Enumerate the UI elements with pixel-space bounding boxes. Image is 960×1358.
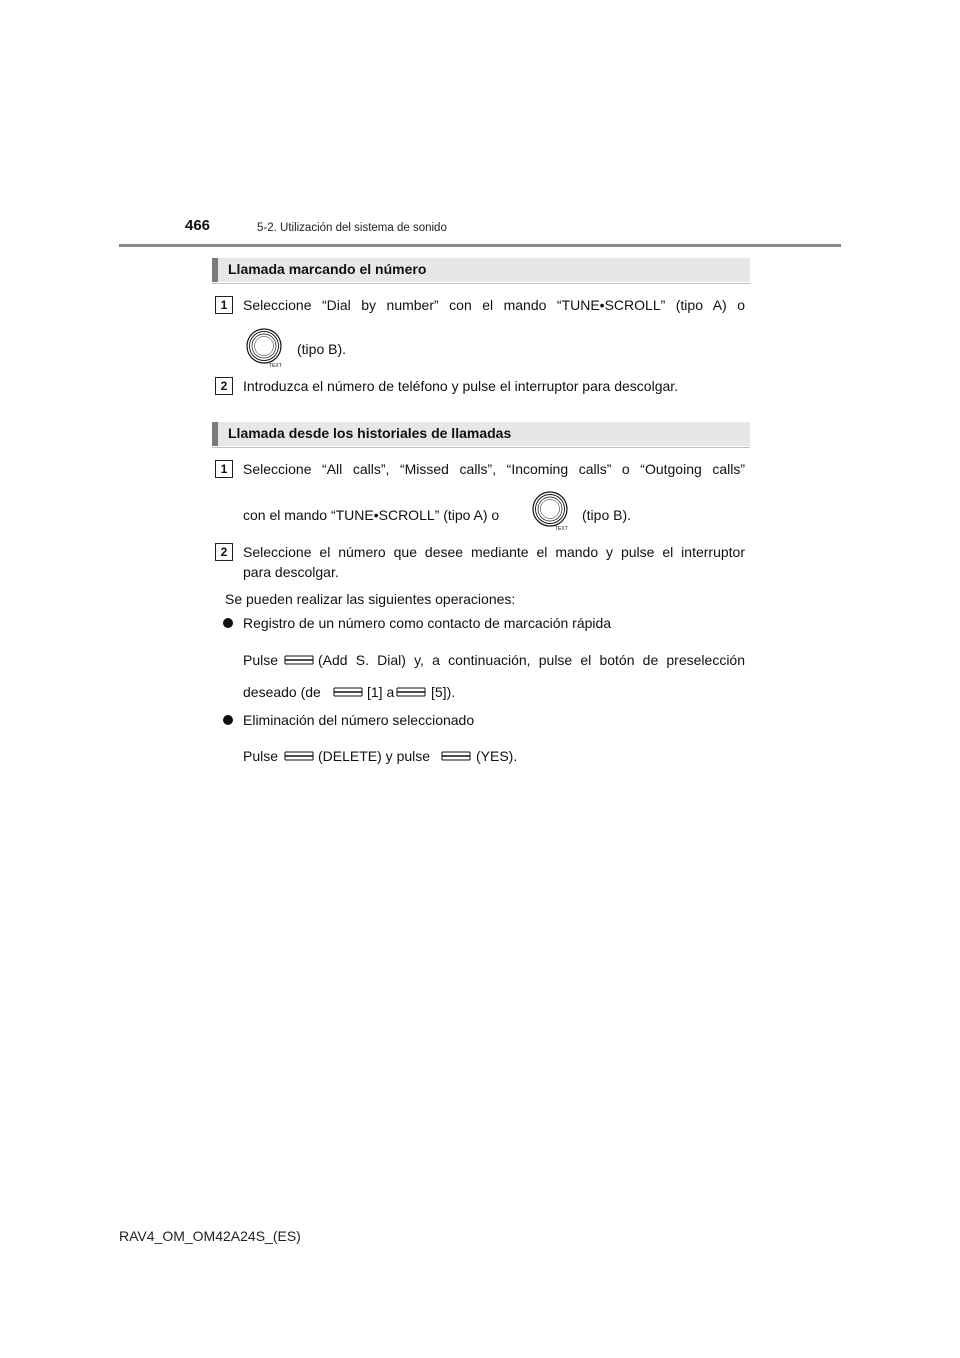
step-badge: 2 — [215, 377, 233, 395]
step-badge: 1 — [215, 296, 233, 314]
step-text: Introduzca el número de teléfono y pulse el interruptor para descolgar. — [243, 378, 679, 394]
step-badge: 1 — [215, 460, 233, 478]
preset-button-icon — [333, 686, 363, 698]
page-number: 466 — [185, 217, 211, 234]
tune-dial-icon — [245, 327, 285, 367]
operation-text: Pulse — [243, 652, 279, 668]
bullet-icon — [223, 618, 233, 628]
operation-title: Eliminación del número seleccionado — [243, 712, 475, 728]
section-heading-label: Llamada desde los historiales de llamadas — [228, 425, 512, 441]
step-text: para descolgar. — [243, 564, 339, 580]
operation-text: (Add S. Dial) y, a continuación, pulse el botón de preselección — [318, 652, 745, 668]
step-text: Seleccione “Dial by number” con el mando “TUNE•SCROLL” (tipo A) o — [243, 297, 745, 313]
section-heading-dial-number — [212, 258, 750, 282]
operation-text: deseado (de — [243, 684, 321, 700]
operations-intro: Se pueden realizar las siguientes operaciones: — [225, 591, 516, 607]
step-text: con el mando “TUNE•SCROLL” (tipo A) o — [243, 507, 500, 523]
section-heading-label: Llamada marcando el número — [228, 261, 427, 277]
document-code: RAV4_OM_OM42A24S_(ES) — [119, 1228, 301, 1244]
preset-button-icon — [284, 750, 314, 762]
operation-text: (YES). — [476, 748, 518, 764]
preset-button-icon — [396, 686, 426, 698]
section-path: 5-2. Utilización del sistema de sonido — [257, 222, 447, 234]
step-text: (tipo B). — [582, 507, 632, 523]
operation-text: [1] a — [367, 684, 395, 700]
step-text: (tipo B). — [297, 341, 347, 357]
step-text: Seleccione el número que desee mediante el mando y pulse el interruptor — [243, 544, 745, 560]
step-text: Seleccione “All calls”, “Missed calls”, “Incoming calls” o “Outgoing calls” — [243, 461, 745, 477]
operation-text: Pulse — [243, 748, 279, 764]
operation-title: Registro de un número como contacto de marcación rápida — [243, 615, 612, 631]
header-divider — [119, 244, 841, 247]
preset-button-icon — [441, 750, 471, 762]
operation-text: (DELETE) y pulse — [318, 748, 431, 764]
step-badge: 2 — [215, 543, 233, 561]
tune-dial-icon — [531, 490, 571, 530]
dial-label: TEXT — [555, 526, 568, 530]
section-heading-call-history — [212, 422, 750, 446]
operation-text: [5]). — [431, 684, 456, 700]
bullet-icon — [223, 715, 233, 725]
preset-button-icon — [284, 654, 314, 666]
dial-label: TEXT — [269, 363, 282, 367]
